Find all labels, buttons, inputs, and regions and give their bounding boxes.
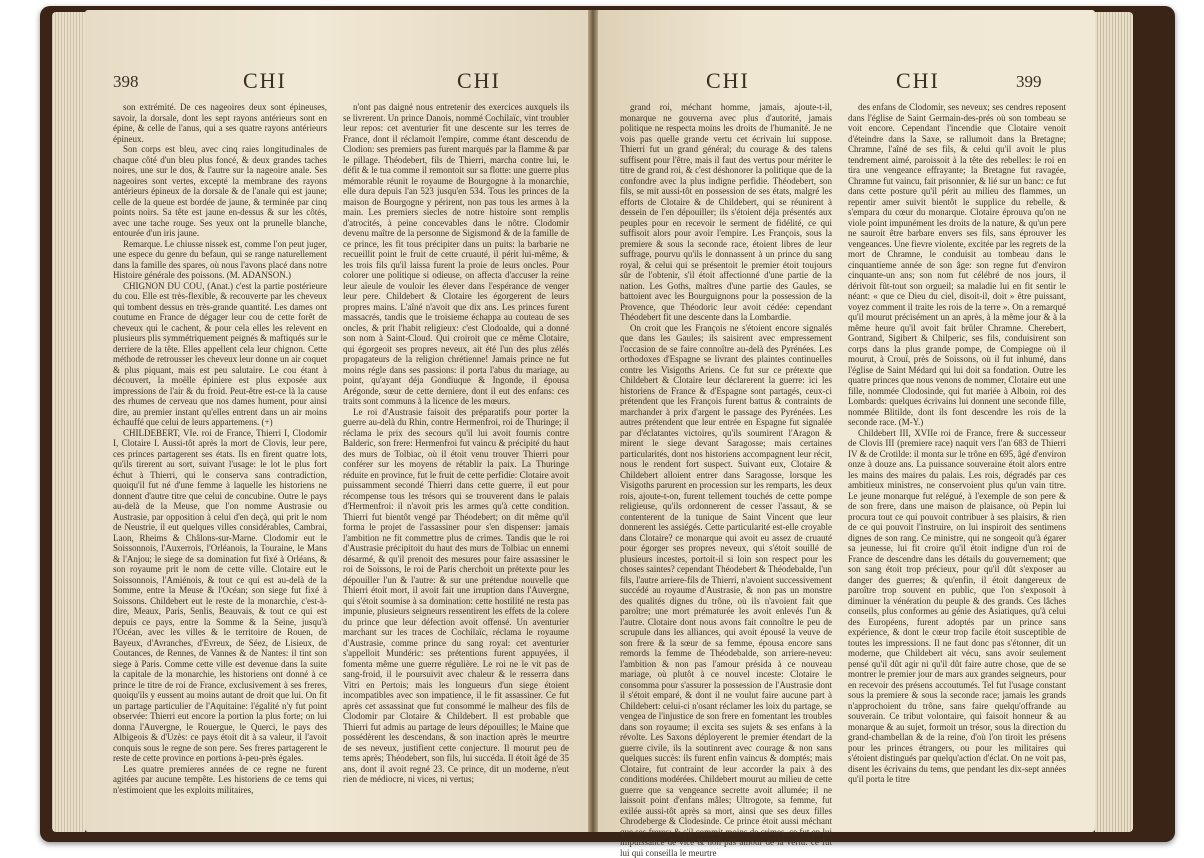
right-running-head-2: CHI — [896, 68, 940, 94]
paragraph: Les quatre premieres années de ce regne ne furent agitées par aucune tempête. Les historiens de ce tems qui n'estimoient que les exploits militaires, — [113, 764, 327, 796]
right-running-head-1: CHI — [706, 68, 750, 94]
right-page-number: 399 — [1016, 72, 1042, 92]
paragraph: n'ont pas daigné nous entretenir des exercices auxquels ils se livrerent. Un prince Danois, nommé Cochilaïc, vint troubler leur repos: cet aventurier fit une descente sur les terres de France, dont il réclamoit l'empire, comme étant descendu de Clodion: ses premiers pas furent marqués par la flamme & par le pillage. Théodebert, fils de Thierri, marcha contre lui, le défit & le tua comme il remontoit sur sa flotte: une guerre plus mémorable réunit le royaume de Bourgogne à la monarchie, elle dura depuis l'an 523 jusqu'en 534. Tous les princes de la maison de Bourgogne y périrent, non pas tous les armes à la main. Les premiers siecles de notre histoire sont remplis d'atrocités, à peine concevables dans le nôtre. Clodomir devenu maître de la personne de Sigismond & de la famille de ce prince, les fit tous précipiter dans un puits: la barbarie ne recueillit point le fruit de cette cruauté, il périt lui-même, & les trois fils qu'il laissa furent la proie de leurs oncles. Pour colorer une politique si odieuse, on affecta d'accuser la reine leur aïeule de vouloir les élever dans l'espérance de venger leur pere. Childebert & Clotaire les égorgerent de leurs propres mains. L'aîné n'avoit que dix ans. Les princes furent massacrés, tandis que le troisieme échappa au couteau de ses oncles, & prit l'habit religieux: c'est Clodoalde, qui a donné son nom à Saint-Cloud. Qui croiroit que ce même Clotaire, qui égorgeoit ses propres neveux, ait été l'un des plus zélés propagateurs de la religion chrétienne! Jamais prince ne fut moins régle dans ses passions: il porta l'abus du mariage, au point, qu'ayant déja Gondiuque & Ingonde, il épousa Arégonde, sœur de cette derniere, dont il eut des enfans: ces traits sont communs à la licence de les mœurs. — [343, 102, 569, 407]
paragraph: On croit que les François ne s'étoient encore signalés que dans les Gaules; ils saisirent avec empressement l'occasion de se faire connoître au-delà des Pyrénées. Les orthodoxes d'Espagne se livrant des plaintes continuelles contre les Visigoths Ariens. Ce fut sur ce prétexte que Childebert & Clotaire leur déclarerent la guerre: ici les historiens de France & d'Espagne sont partagés, ceux-ci prétendent que les François furent battus & contraints de marchander à prix d'argent le passage des Pyrénées. Les autres prétendent que leur entrée en Espagne fut signalée par d'éclatantes victoires, qu'ils soumirent l'Aragon & mirent le siege devant Saragosse; mais certaines particularités, dont nos historiens accompagnent leur récit, nous le rendent fort suspect. Suivant eux, Clotaire & Childebert alloient entrer dans Saragosse, lorsque les Visigoths parurent en procession sur les remparts, les deux rois, ajoute-t-on, furent tellement touchés de cette pompe religieuse, qu'ils ordonnerent de cesser l'assaut, & se contenterent de la tunique de Saint Vincent que leur donnerent les assiégés. Cette particularité est-elle croyable dans Clotaire? ce monarque qui avoit eu assez de cruauté pour égorger ses propres neveux, qui s'étoit souillé de plusieurs incestes, portoit-il si loin son respect pour les choses saintes? cependant Théodebert & Théodebalde, l'un fils, l'autre arriere-fils de Thierri, n'avoient successivement succédé au royaume d'Austrasie, & non pas un monstre des qualités dignes du trône, où ils n'avoient fait que paroître; une mort prématurée les avoit enlevés l'un & l'autre. Clotaire dont nous avons fait connoître le peu de scrupule dans les alliances, qui avoit épousé la veuve de son frere & la sœur de sa femme, épousa encore sans remords la femme de Théodebalde, son arriere-neveu: l'ambition & non pas l'amour présida à ce nouveau mariage, où plutôt à ce nouvel inceste: Clotaire le consomma pour s'assurer la possession de l'Austrasie dont il s'étoit emparé, & dont il ne voulut faire aucune part à Childebert: celui-ci n'osant réclamer les loix du partage, se vengea de l'injustice de son frere en fomentant les troubles dans son royaume; il excita ses sujets & ses enfans à la révolte. Les Saxons déployerent le premier étendart de la guerre civile, ils la soutinrent avec courage & non sans quelques succès: ils furent enfin vaincus & domptés; mais Clotaire, fut contraint de leur accorder la paix à des conditions modérées. Childebert mourut au milieu de cette guerre que sa vengeance secrette avoit allumée; il ne laissoit point d'enfans mâles; Ultrogote, sa femme, fut exilée aussi-tôt après sa mort, ainsi que ses deux filles Chrodeberge & Clodesinde. Ce prince étoit aussi méchant que ses freres; & s'il commit moins de crimes, ce fut en lui impuissance de vice & non pas amour de la vertu: ce fut lui qui conseilla le meurtre — [620, 323, 832, 858]
left-page — [85, 10, 588, 832]
left-running-head-2: CHI — [457, 68, 501, 94]
left-running-head-1: CHI — [243, 68, 287, 94]
paragraph: Remarque. Le chiusse nissek est, comme l'on peut juger, une espece du genre du befaun, qui se range naturellement dans la famille des spares, où nous l'avons placé dans notre Histoire générale des poissons. (M. ADANSON.) — [113, 239, 327, 281]
left-page-column-1 — [113, 102, 327, 824]
paragraph: son extrémité. De ces nageoires deux sont épineuses, savoir, la dorsale, dont les sept rayons antérieurs sont en épine, & celle de l'anus, qui a ses quatre rayons antérieurs épineux. — [113, 102, 327, 144]
right-page — [598, 10, 1095, 832]
right-page-column-2 — [848, 102, 1066, 824]
paragraph: des enfans de Clodomir, ses neveux; ses cendres reposent dans l'église de Saint Germain-des-prés où son tombeau se voit encore. Cependant l'incendie que Clotaire venoit d'éteindre dans la Saxe, se rallumoit dans la Bretagne; Chramne, l'aîné de ses fils, & celui qu'il avoit le plus tendrement aimé, paroissoit à la tête des rebelles: le roi en tira une vengeance effrayante; la Bretagne fut ravagée, Chramne fut vaincu, fait prisonnier, & lié sur un banc: ce fut dans cette posture qu'il périt au milieu des flammes, un repentir amer suivit bientôt le supplice du rebelle, & s'empara du cœur du monarque. Clotaire éprouva qu'on ne viole point impunément les droits de la nature, & qu'un pere ne sauroit être barbare envers ses fils, sans éprouver les vengeances. Une fievre violente, excitée par les regrets de la mort de Chramne, le conduisit au tombeau dans le cinquantieme année de son âge: son regne fut d'environ cinquante-un ans; son nom fut célébré de nos jours, il dérivoit fût-tout son orgueil; sa maladie lui en fit sentir le néant: « que ce Dieu du ciel, disoit-il, doit » être puissant, voyez comment il traite les rois de la terre ». On a remarqué qu'il mourut précisément un an après, à la même jour & à la même heure qu'il avoit fait brûler Chramne. Cherebert, Gontrand, Sigibert & Chilperic, ses fils, conduisirent son corps dans la plus grande pompe, de Compiegne où il mourut, à Crouï, près de Soissons, où il fut inhumé, dans l'église de Saint Médard qui lui doit sa fondation. Outre les quatre princes que nous venons de nommer, Clotaire eut une fille, nommée Clodosinde, qui fut mariée à Alboin, roi des Lombards: quelques écrivains lui donnent une seconde fille, nommée Blitilde, dont ils font descendre les rois de la seconde race. (M-Y.) — [848, 102, 1066, 428]
left-page-header — [85, 66, 588, 98]
paragraph: Childebert III, XVIIe roi de France, frere & successeur de Clovis III (premiere race) naquit vers l'an 683 de Thierri IV & de Crotilde: il monta sur le trône en 695, âgé d'environ onze à douze ans. La puissance souveraine étoit alors entre les mains des maires du palais. Les rois, dégradés par ces ambitieux ministres, ne conservoient plus qu'un vain titre. Le jeune monarque fut relégué, à l'exemple de son pere & de son frere, dans une maison de plaisance, où Pepin lui procura tout ce qui pouvoit contribuer à ses plaisirs, & rien de ce qui pouvoit l'instruire, on lui inspiroit des sentimens dignes de son rang. Ce ministre, qui ne songeoit qu'à égarer sa jeunesse, lui fit croire qu'il étoit indigne d'un roi de France de descendre dans les détails du gouvernement; que son sang étoit trop précieux, pour qu'il dût s'exposer au danger des guerres; & qu'enfin, il étoit dangereux de paroître trop souvent en public, que l'on s'exposoit à diminuer la vénération du peuple & des grands. Ces lâches conseils, plus conformes au génie des Asiatiques, qu'à celui des Européens, furent adoptés par un prince sans expérience, & dont le cœur trop facile étoit susceptible de toutes les impressions. Il ne faut donc pas s'étonner, dit un moderne, que Childebert ait vécu, sans avoir seulement pensé qu'il dût agir ni qu'il dût faire autre chose, que de se montrer le premier jour de mars aux grandes seigneurs, pour en recevoir des présens accoutumés. Tel fut l'usage constant sous la premiere & sous la seconde race; jamais les grands n'approchoient du trône, sans faire quelqu'offrande au souverain. Ce tribut volontaire, qui faisoit honneur & au monarque & au sujet, formoit un trésor, sous la direction du grand-chambellan & de la reine, d'où l'on tiroit les présens pour les princes étrangers, ou pour les militaires qui s'étoient distingués par quelqu'action d'éclat. On ne voit pas, disent les écrivains du tems, que pendant les dix-sept années qu'il porta le titre — [848, 428, 1066, 785]
book-gutter — [588, 10, 598, 832]
right-page-edges — [1095, 12, 1133, 832]
paragraph: Le roi d'Austrasie faisoit des préparatifs pour porter la guerre au-delà du Rhin, contre Hermenfroi, roi de Thuringe; il réclama le prix des secours qu'il lui avoit fournis contre Balderic, son frere: Hermenfroi fut vaincu & précipité du haut des murs de Tolbiac, où il étoit venu trouver Thierri pour conférer sur les moyens de rétablir la paix. La Thuringe réduite en province, fut le fruit de cette perfidie: Clotaire avoit puissamment secondé Thierri dans cette guerre, il eut pour récompense tous les trésors qui se trouverent dans le palais d'Hermenfroi: il n'avoit pris les armes qu'à cette condition. Thierri fut bientôt vengé par Théodebert; on dit même qu'il forma le projet de l'assassiner pour s'en dispenser: jamais l'ambition ne fit commettre plus de crimes. Tandis que le roi d'Austrasie précipitoit du haut des murs de Tolbiac un ennemi désarmé, & qu'il prenoit des mesures pour faire assassiner le roi de Soissons, le roi de Paris cherchoit un prétexte pour les dépouiller l'un & l'autre: & sur une prétendue nouvelle que Thierri étoit mort, il avoit fait une irruption dans l'Auvergne, qui s'étoit soumise à sa domination: cette hostilité ne resta pas impunie, plusieurs seigneurs ressentirent les effets de la colere du prince que leur défection avoit offensé. Un aventurier marchant sur les traces de Cochilaïc, réclama le royaume d'Austrasie, comme prince du sang royal: cet aventurier s'appelloit Mundéric: ses prétentions furent appuyées, il fomenta même une guerre régulière. Le roi ne le vit pas de sang-froid, il le poursuivit avec chaleur & le resserra dans Vitri en Pertois; mais les longueurs d'un siege étoient incompatibles avec son impatience, il le fit assassiner. Ce fut après cet assassinat que fut consommé le malheur des fils de Clodomir par Clotaire & Childebert. Il est probable que Thierri fut admis au partage de leurs dépouilles; le Maine que possédèrent les descendans, & son inaction après le meurtre de ses neveux, justifient cette conjecture. Il mourut peu de tems après; Théodebert, son fils, lui succéda. Il étoit âgé de 35 ans, dont il avoit regné 23. Ce prince, dit un moderne, n'eut rien de médiocre, ni vices, ni vertus; — [343, 407, 569, 785]
left-page-number: 398 — [113, 72, 139, 92]
right-page-column-1 — [620, 102, 832, 824]
paragraph: CHILDEBERT, VIe. roi de France, Thierri I, Clodomir I, Clotaire I. Aussi-tôt après la mort de Clovis, leur pere, ces princes partagerent ses états. Ils en firent quatre lots, qu'ils tirerent au sort, suivant l'usage: le lot le plus fort échut à Thierri, qui le conserva sans contradiction, quoiqu'il fut né d'une femme à laquelle les historiens ne donnent d'autre titre que celui de concubine. Outre le pays au-delà de la Meuse, que l'on nomme Austrasie ou Austrasie, par opposition à celui d'en deçà, qui prit le nom de Neustrie, il eut quelques villes considérables, Cambrai, Laon, Rheims & Châlons-sur-Marne. Clodomir eut le Soissonnois, l'Auxerrois, l'Orléanois, la Touraine, le Mans & l'Anjou; le siege de sa domination fut fixé à Orléans, & son royaume prit le nom de cette ville. Clotaire eut le Soissonnois, l'Amiénois, & tout ce qui est au-delà de la Somme, entre la Meuse & l'Océan; son siege fut fixé à Soissons. Childebert eut le reste de la monarchie, c'est-à-dire, Meaux, Paris, Senlis, Beauvais, & tout ce qui est depuis ce pays, entre la Somme & la Seine, jusqu'à l'Océan, avec les villes & le territoire de Rouen, de Bayeux, d'Avranches, d'Evreux, de Séez, de Lisieux, de Coutances, de Rennes, de Vannes & de Nantes: il tint son siege à Paris. Comme cette ville est devenue dans la suite la capitale de la monarchie, les historiens ont donné à ce prince le titre de roi de France, exclusivement à ses freres, quoiqu'ils y eussent au moins autant de droit que lui. On fit un partage particulier de l'Aquitaine: l'égalité n'y fut point observée: Thierri eut encore la portion la plus forte; on lui donna l'Auvergne, le Rouergue, le Querci, le pays des Albigeois & d'Uzès: ce pays étoit dit à sa valeur, il l'avoit conquis sous le regne de son pere. Ses freres partagerent le reste de cette province en portions à-peu-près égales. — [113, 428, 327, 764]
left-page-edges — [52, 12, 85, 832]
paragraph: grand roi, méchant homme, jamais, ajoute-t-il, monarque ne gouverna avec plus d'autorité, jamais politique ne respecta moins les droits de l'humanité. Je ne vois pas quelle grande vertu cet écrivain lui suppose. Thierri fut un grand général; du courage & des talens suffisent pour l'être, mais il faut des vertus pour mériter le titre de grand roi, & c'est déshonorer la politique que de la confondre avec la plus indigne perfidie. Théodebert, son fils, se mit aussi-tôt en possession de ses états, malgré les efforts de Clotaire & de Childebert, qui se réunirent à dessein de l'en dépouiller; ils s'étoient déja présentés aux peuples pour en recevoir le serment de fidélité, ce qui suffisoit alors pour avoir l'empire. Les François, sous la premiere & sous la seconde race, étoient libres de leur suffrage, pourvu qu'ils le donnassent à un prince du sang royal, & celui qui se présentoit le premier étoit toujours sûr de l'obtenir, s'il étoit affectionné d'une partie de la nation. Les Goths, maîtres d'une partie des Gaules, se battoient avec les Bourguignons pour la possession de la Provence, que Théodoric leur avoit cédée: cependant Théodebert fit une descente dans la Lombardie. — [620, 102, 832, 323]
right-page-header — [598, 66, 1095, 98]
paragraph: Son corps est bleu, avec cinq raies longitudinales de chaque côté d'un bleu plus foncé, & deux grandes taches noires, une sur le dos, & l'autre sur la nageoire anale. Ses nageoires sont vertes, excepté la membrane des rayons antérieurs épineux de la dorsale & de l'anale qui est jaune; celle de la queue est bordée de jaune, & terminée par cinq points noirs. Sa tête est jaune en-dessus & sur les côtés, avec une tache rouge. Ses yeux ont la prunelle blanche, entourée d'un iris jaune. — [113, 144, 327, 239]
paragraph: CHIGNON DU COU, (Anat.) c'est la partie postérieure du cou. Elle est très-flexible, & recouverte par les cheveux qui tombent dessus en très-grande quantité. Les dames ont coutume en France de dégager leur cou de cette forêt de cheveux qui le cachent, & pour cela elles les relevent en plusieurs plis symmétriquement peignés & maftiqués sur le derriere de la tête. Elles appellent cela leur chignon. Cette méthode de retrousser les cheveux leur donne un air coquet & plus piquant, mais est peu salutaire. Le cou étant à découvert, la moëlle épiniere est plus exposée aux impressions de l'air & du froid. Peut-être est-ce là la cause des rhumes de cerveau que nos dames hument, pour ainsi dire, au premier instant qu'elles entrent dans un air moins échauffé que celui de leurs appartemens. (+) — [113, 281, 327, 428]
left-page-column-2 — [343, 102, 569, 824]
